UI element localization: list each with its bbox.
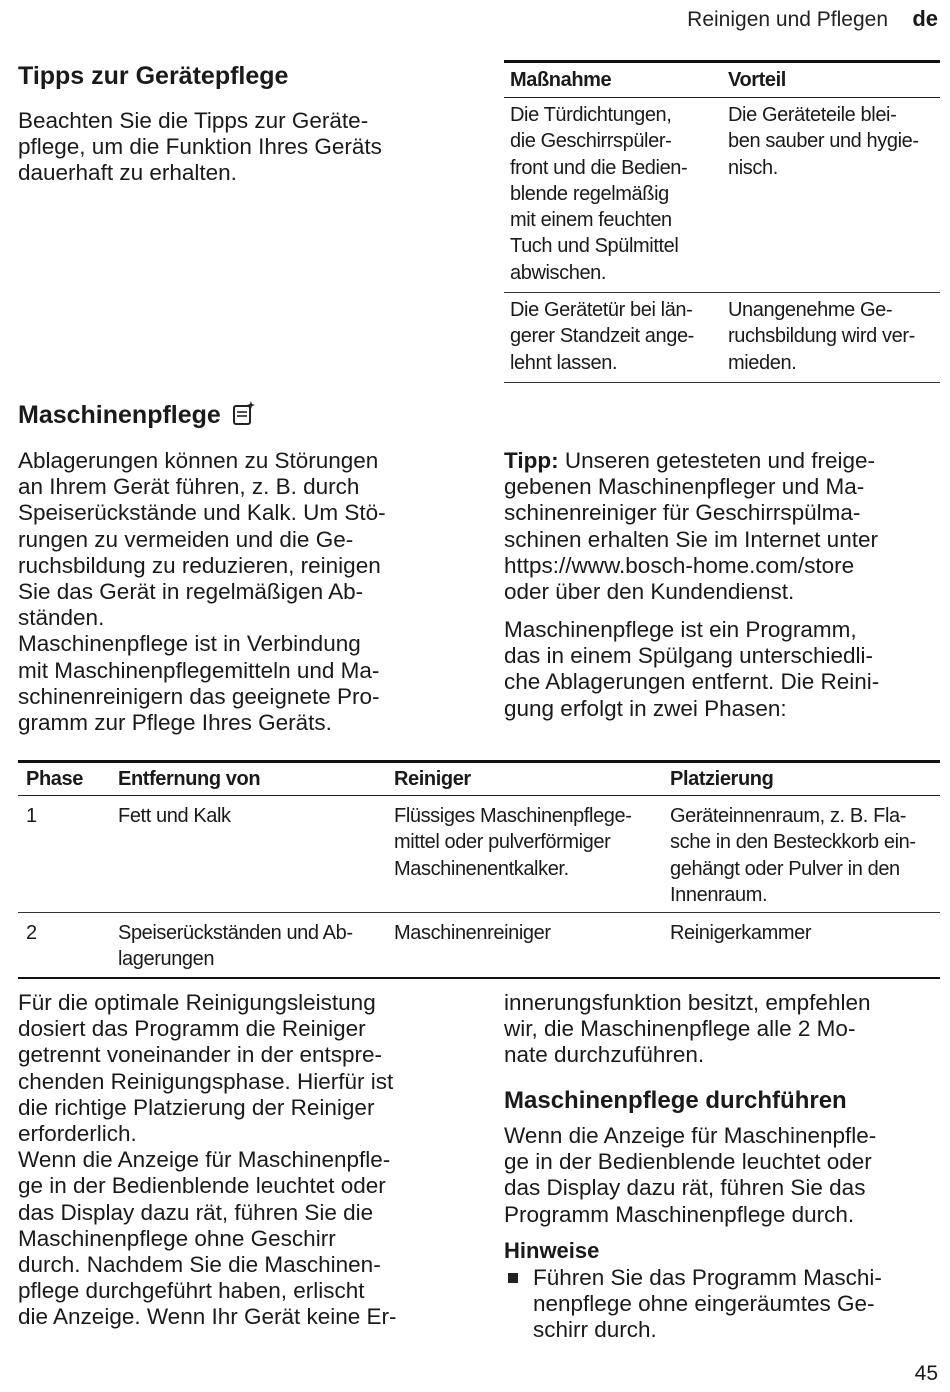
machine-care-intro: Ablagerungen können zu Störungen an Ihrem Gerät führen, z. B. durch Speiserückstände und Kalk. Um Stö- rungen zu vermeiden und die Ge- ruchsbildung zu reduzieren, reinigen Sie das Gerät in regelmäßigen Ab- ständen. Maschinenpflege ist in Verbindung mit Maschinenpflegemitteln und Ma- schinenreinigern das geeignete Pro- gramm zur Pflege Ihres Geräts. [18,448,386,736]
program-description: Maschinenpflege ist ein Programm, das in einem Spülgang unterschiedli- che Ablagerungen entfernt. Die Reini- gung erfolgt in zwei Phasen: [504,617,880,721]
text-line: Beachten Sie die Tipps zur Geräte- [18,108,369,133]
tip-label: Tipp: [504,448,559,473]
table-cell: Die Geräteteile blei- ben sauber und hygie- nisch. [722,98,940,293]
table-cell: 1 [18,796,110,913]
phase-table [18,760,940,979]
table-header-placement: Platzierung [662,762,940,796]
care-tips-text [18,108,458,187]
heading-perform-machine-care: Maschinenpflege durchführen [504,1087,847,1114]
table-cell: Fett und Kalk [110,796,386,913]
text-line: pflege, um die Funktion Ihres Geräts [18,134,382,160]
heading-machine-care [18,400,256,430]
notes-heading: Hinweise [504,1238,600,1263]
table-cell: Geräteinnenraum, z. B. Fla- sche in den Besteckkorb ein- gehängt oder Pulver in den Innenraum. [662,796,940,913]
table-row [504,98,940,293]
note-item: Führen Sie das Programm Maschi- nenpflege ohne eingeräumtes Ge- schirr durch. [533,1265,882,1343]
table-header-cleaner: Reiniger [386,762,662,796]
table-header-measure: Maßnahme [504,62,722,98]
table-cell: Reinigerkammer [662,913,940,978]
heading-machine-care-label: Maschinenpflege [18,401,221,429]
machine-care-icon [232,400,256,426]
reminder-text: innerungsfunktion besitzt, empfehlen wir, die Maschinenpflege alle 2 Mo- nate durchzuführen. [504,990,871,1068]
table-header-benefit: Vorteil [722,62,940,98]
table-row [18,796,940,913]
bullet-icon [508,1273,518,1283]
table-cell: Maschinenreiniger [386,913,662,978]
table-row [504,293,940,383]
table-cell: Flüssiges Maschinenpflege- mittel oder pulverförmiger Maschinenentkalker. [386,796,662,913]
care-tips-table [504,60,940,383]
perform-machine-care-text: Wenn die Anzeige für Maschinenpfle- ge in der Bedienblende leuchtet oder das Display dazu rät, führen Sie das Programm Maschinenpflege durch. [504,1123,877,1227]
running-header-section: Reinigen und Pflegen [687,8,888,31]
table-cell: Unangenehme Ge- ruchsbildung wird ver- mieden. [722,293,940,383]
table-cell: 2 [18,913,110,978]
store-url: https://www.bosch-home.com/store [504,552,855,578]
table-header-phase: Phase [18,762,110,796]
tip-block: Tipp: Unseren getesteten und freige- gebenen Maschinenpfleger und Ma- schinenreiniger für Geschirrspülma- schinen erhalten Sie im Internet unter https://www.bosch-home.com/store oder über den Kundendienst. [504,448,944,605]
cleaning-performance-text: Für die optimale Reinigungsleistung dosiert das Programm die Reiniger getrennt voneinander in der entspre- chenden Reinigungsphase. Hierfür ist die richtige Platzierung der Reiniger erforderlich. Wenn die Anzeige für Maschinenpfle- ge in der Bedienblende leuchtet oder das Display dazu rät, führen Sie die Maschinenpflege ohne Geschirr durch. Nachdem Sie die Maschinen- pflege durchgeführt haben, erlischt die Anzeige. Wenn Ihr Gerät keine Er- [18,990,397,1330]
heading-care-tips: Tipps zur Gerätepflege [18,62,289,90]
page-number: 45 [914,1362,938,1385]
table-cell: Die Gerätetür bei län- gerer Standzeit ange- lehnt lassen. [504,293,722,383]
table-row [18,913,940,978]
table-header-removal: Entfernung von [110,762,386,796]
text-line: dauerhaft zu erhalten. [18,160,237,186]
running-header-lang: de [912,6,938,31]
table-cell: Speiserückständen und Ab- lagerungen [110,913,386,978]
table-cell: Die Türdichtungen, die Geschirrspüler- front und die Bedien- blende regelmäßig mit einem feuchten Tuch und Spülmittel abwischen. [504,98,722,293]
